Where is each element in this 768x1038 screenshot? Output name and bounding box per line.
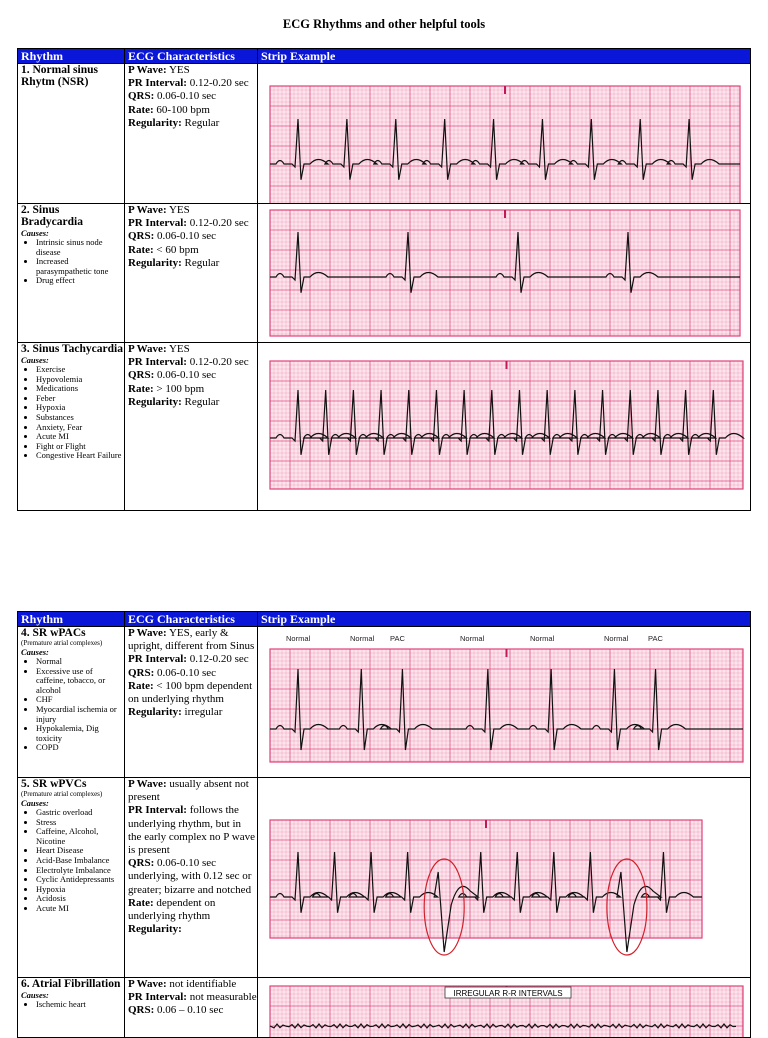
cause-item: • Stress xyxy=(36,818,124,828)
characteristic-line xyxy=(128,244,257,257)
characteristic-line xyxy=(128,680,257,706)
characteristics-text xyxy=(128,64,257,130)
characteristic-value: > 100 bpm xyxy=(153,382,205,395)
characteristics-cell xyxy=(125,343,258,511)
cause-item: • Increased parasympathetic tone xyxy=(36,257,124,276)
cause-item: • Intrinsic sinus node disease xyxy=(36,238,124,257)
characteristic-label: P Wave: xyxy=(128,64,167,76)
ecg-table-1 xyxy=(17,48,751,511)
characteristic-value: usually absent not present xyxy=(128,778,249,804)
characteristic-line xyxy=(128,857,257,897)
characteristic-value: Regular xyxy=(181,395,220,408)
characteristics-cell xyxy=(125,627,258,778)
characteristic-label: PR Interval: xyxy=(128,991,187,1004)
characteristics-text xyxy=(128,778,257,936)
characteristic-label: P Wave: xyxy=(128,978,167,990)
characteristic-line xyxy=(128,204,257,217)
strip-label: IRREGULAR R-R INTERVALS xyxy=(453,989,563,998)
characteristic-value: YES, early & upright, different from Sinus xyxy=(128,627,255,653)
rhythm-row xyxy=(18,627,751,778)
rhythm-name: 4. SR wPACs xyxy=(21,627,86,639)
characteristic-value: 60-100 bpm xyxy=(153,103,210,116)
rhythm-cell xyxy=(18,778,125,978)
cause-item: • Hypokalemia, Dig toxicity xyxy=(36,724,124,743)
characteristic-label: P Wave: xyxy=(128,778,167,790)
characteristics-cell xyxy=(125,64,258,204)
rhythm-name: 2. Sinus Bradycardia xyxy=(21,204,83,228)
characteristic-label: PR Interval: xyxy=(128,804,187,817)
characteristic-label: Regularity: xyxy=(128,923,182,936)
causes-list xyxy=(21,657,124,753)
cause-item: • COPD xyxy=(36,743,124,753)
cause-item: • Ischemic heart xyxy=(36,1000,124,1010)
header-ecg-characteristics: ECG Characteristics xyxy=(125,612,258,627)
cause-item: • Normal xyxy=(36,657,124,667)
characteristic-line xyxy=(128,356,257,369)
rhythm-name: 1. Normal sinus Rhytm (NSR) xyxy=(21,64,98,88)
rhythm-cell xyxy=(18,343,125,511)
header-strip-example: Strip Example xyxy=(258,612,751,627)
characteristic-line xyxy=(128,90,257,103)
cause-item: • Gastric overload xyxy=(36,808,124,818)
rhythm-name: 6. Atrial Fibrillation xyxy=(21,978,121,990)
cause-item: • Feber xyxy=(36,394,124,404)
causes-list xyxy=(21,365,124,461)
characteristic-value: 0.06-0.10 sec xyxy=(154,666,216,679)
characteristic-value: not measurable xyxy=(186,991,257,1004)
characteristic-line xyxy=(128,77,257,90)
characteristic-value: 0.12-0.20 sec xyxy=(186,356,249,369)
cause-item: • Exercise xyxy=(36,365,124,375)
strip-label: PAC xyxy=(648,634,663,643)
strip-label: Normal xyxy=(350,634,375,643)
characteristic-label: QRS: xyxy=(128,369,155,382)
rhythm-row xyxy=(18,64,751,204)
cause-item: • CHF xyxy=(36,695,124,705)
characteristic-label: P Wave: xyxy=(128,627,167,639)
cause-item: • Cyclic Antidepressants xyxy=(36,875,124,885)
rhythm-subtitle: (Premature atrial complexes) xyxy=(21,790,103,798)
cause-item: • Congestive Heart Failure xyxy=(36,451,124,461)
characteristic-value: 0.06-0.10 sec xyxy=(154,369,216,382)
characteristic-line xyxy=(128,104,257,117)
characteristic-label: Rate: xyxy=(128,896,154,909)
characteristic-label: P Wave: xyxy=(128,204,167,216)
cause-item: • Acidosis xyxy=(36,894,124,904)
characteristic-line xyxy=(128,117,257,130)
cause-item: • Hypovolemia xyxy=(36,375,124,385)
characteristic-line xyxy=(128,978,257,991)
rhythm-cell xyxy=(18,204,125,343)
strip-grid-background xyxy=(270,210,740,336)
characteristic-value: follows the underlying rhythm, but in the early complex no P wave is present xyxy=(128,804,255,857)
document-title: ECG Rhythms and other helpful tools xyxy=(282,17,486,31)
cause-item: • Electrolyte Imbalance xyxy=(36,866,124,876)
characteristic-label: Regularity: xyxy=(128,116,182,129)
ecg-strip xyxy=(258,343,751,510)
characteristic-label: Regularity: xyxy=(128,256,182,269)
characteristic-line xyxy=(128,343,257,356)
rhythm-cell xyxy=(18,627,125,778)
characteristic-line xyxy=(128,396,257,409)
cause-item: • Hypoxia xyxy=(36,885,124,895)
header-rhythm: Rhythm xyxy=(18,49,125,64)
cause-item: • Acute MI xyxy=(36,432,124,442)
characteristic-line xyxy=(128,706,257,719)
rhythm-row xyxy=(18,978,751,1038)
strip-cell xyxy=(258,978,751,1038)
characteristic-line xyxy=(128,804,257,857)
characteristic-label: QRS: xyxy=(128,1004,155,1017)
causes-heading: Causes: xyxy=(21,990,49,1000)
strip-label: Normal xyxy=(530,634,555,643)
characteristic-line xyxy=(128,64,257,77)
characteristic-value: 0.12-0.20 sec xyxy=(186,653,249,666)
causes-list xyxy=(21,238,124,286)
characteristic-line xyxy=(128,653,257,666)
characteristics-text xyxy=(128,978,257,1018)
characteristic-value: 0.06-0.10 sec underlying, with 0.12 sec or greater; bizarre and notched xyxy=(128,857,252,896)
characteristic-line xyxy=(128,897,257,923)
characteristic-label: Rate: xyxy=(128,243,154,256)
characteristic-line xyxy=(128,667,257,680)
characteristic-label: Regularity: xyxy=(128,706,182,719)
rhythm-name: 5. SR wPVCs xyxy=(21,778,87,790)
characteristics-cell xyxy=(125,778,258,978)
characteristic-value: YES xyxy=(166,343,190,355)
cause-item: • Acute MI xyxy=(36,904,124,914)
ecg-strip xyxy=(258,64,751,203)
characteristic-value: 0.06-0.10 sec xyxy=(154,90,216,103)
characteristic-line xyxy=(128,1004,257,1017)
causes-heading: Causes: xyxy=(21,647,49,657)
strip-label: Normal xyxy=(604,634,629,643)
characteristic-line xyxy=(128,230,257,243)
rhythm-cell xyxy=(18,64,125,204)
ecg-table-2 xyxy=(17,611,751,1038)
characteristic-line xyxy=(128,627,257,653)
causes-heading: Causes: xyxy=(21,355,49,365)
characteristic-line xyxy=(128,923,257,936)
characteristic-value: < 100 bpm dependent on underlying rhythm xyxy=(128,679,253,706)
rhythm-cell xyxy=(18,978,125,1038)
cause-item: • Medications xyxy=(36,384,124,394)
causes-list xyxy=(21,1000,124,1010)
cause-item: • Acid-Base Imbalance xyxy=(36,856,124,866)
strip-label: Normal xyxy=(460,634,485,643)
characteristic-label: PR Interval: xyxy=(128,356,187,369)
characteristic-label: PR Interval: xyxy=(128,653,187,666)
strip-label: PAC xyxy=(390,634,405,643)
characteristic-label: Rate: xyxy=(128,382,154,395)
characteristic-label: PR Interval: xyxy=(128,77,187,90)
cause-item: • Excessive use of caffeine, tobacco, or alcohol xyxy=(36,667,124,696)
characteristic-label: QRS: xyxy=(128,666,155,679)
causes-heading: Causes: xyxy=(21,228,49,238)
characteristic-value: 0.06 – 0.10 sec xyxy=(154,1004,224,1017)
characteristic-label: Regularity: xyxy=(128,395,182,408)
characteristic-label: Rate: xyxy=(128,679,154,692)
characteristic-value: < 60 bpm xyxy=(153,243,199,256)
ecg-strip xyxy=(258,978,751,1037)
characteristics-text xyxy=(128,627,257,719)
characteristic-value: irregular xyxy=(181,706,223,719)
cause-item: • Substances xyxy=(36,413,124,423)
characteristic-label: P Wave: xyxy=(128,343,167,355)
characteristics-cell xyxy=(125,978,258,1038)
characteristics-cell xyxy=(125,204,258,343)
characteristic-value: YES xyxy=(166,64,190,76)
header-rhythm: Rhythm xyxy=(18,612,125,627)
characteristic-line xyxy=(128,369,257,382)
characteristic-value: 0.12-0.20 sec xyxy=(186,217,249,230)
characteristic-label: QRS: xyxy=(128,230,155,243)
characteristic-line xyxy=(128,991,257,1004)
characteristic-value: YES xyxy=(166,204,190,216)
characteristic-line xyxy=(128,778,257,804)
characteristic-line xyxy=(128,217,257,230)
characteristic-value: 0.06-0.10 sec xyxy=(154,230,216,243)
strip-cell xyxy=(258,627,751,778)
cause-item: • Heart Disease xyxy=(36,846,124,856)
characteristic-line xyxy=(128,383,257,396)
strip-grid-background xyxy=(270,86,740,203)
strip-cell xyxy=(258,204,751,343)
causes-list xyxy=(21,808,124,914)
cause-item: • Caffeine, Alcohol, Nicotine xyxy=(36,827,124,846)
ecg-strip xyxy=(258,204,751,342)
rhythm-row xyxy=(18,778,751,978)
header-strip-example: Strip Example xyxy=(258,49,751,64)
ecg-strip xyxy=(258,627,751,777)
characteristic-value: Regular xyxy=(181,116,220,129)
characteristic-value: 0.12-0.20 sec xyxy=(186,77,249,90)
rhythm-subtitle: (Premature atrial complexes) xyxy=(21,639,103,647)
characteristic-value: not identifiable xyxy=(166,978,237,990)
causes-heading: Causes: xyxy=(21,798,49,808)
cause-item: • Drug effect xyxy=(36,276,124,286)
characteristic-label: PR Interval: xyxy=(128,217,187,230)
strip-cell xyxy=(258,64,751,204)
header-ecg-characteristics: ECG Characteristics xyxy=(125,49,258,64)
characteristic-value: Regular xyxy=(181,256,220,269)
cause-item: • Anxiety, Fear xyxy=(36,423,124,433)
cause-item: • Myocardial ischemia or injury xyxy=(36,705,124,724)
strip-cell xyxy=(258,343,751,511)
characteristic-label: QRS: xyxy=(128,857,155,870)
cause-item: • Hypoxia xyxy=(36,403,124,413)
characteristic-value: dependent on underlying rhythm xyxy=(128,896,216,923)
characteristics-text xyxy=(128,204,257,270)
characteristics-text xyxy=(128,343,257,409)
strip-cell xyxy=(258,778,751,978)
cause-item: • Fight or Flight xyxy=(36,442,124,452)
strip-label: Normal xyxy=(286,634,311,643)
characteristic-label: QRS: xyxy=(128,90,155,103)
rhythm-row xyxy=(18,204,751,343)
characteristic-line xyxy=(128,257,257,270)
rhythm-name: 3. Sinus Tachycardia xyxy=(21,343,123,355)
characteristic-label: Rate: xyxy=(128,103,154,116)
ecg-strip xyxy=(258,778,751,977)
rhythm-row xyxy=(18,343,751,511)
